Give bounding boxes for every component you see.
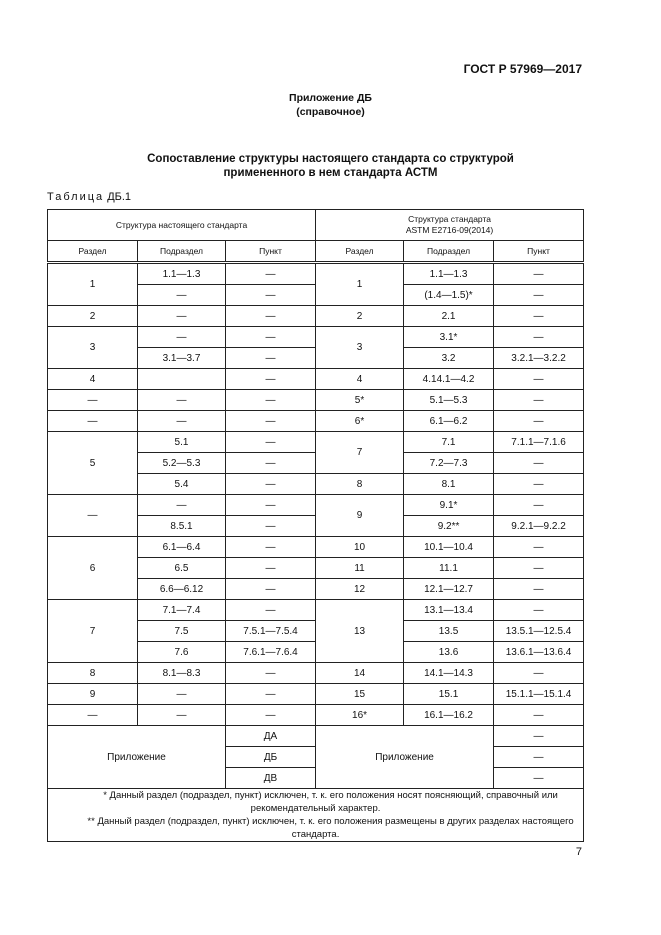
table-cell: 7.6.1—7.6.4 [226, 642, 316, 663]
table-row [48, 705, 584, 726]
table-cell: — [226, 348, 316, 369]
table-cell: — [494, 474, 584, 495]
table-cell: — [494, 663, 584, 684]
table-cell: 6.1—6.4 [138, 537, 226, 558]
table-cell: — [138, 411, 226, 432]
table-cell: 5.4 [138, 474, 226, 495]
appendix-annex: ДБ [226, 747, 316, 768]
table-cell: 10.1—10.4 [404, 537, 494, 558]
table-cell: — [226, 600, 316, 621]
table-cell: — [138, 705, 226, 726]
table-row [48, 663, 584, 684]
table-row [48, 495, 584, 516]
table-row [48, 263, 584, 285]
table-cell: — [226, 285, 316, 306]
footnotes-row [48, 789, 584, 842]
table-cell: 2 [316, 306, 404, 327]
table-cell: 8.1—8.3 [138, 663, 226, 684]
right-group-header-line-1: Структура стандарта [408, 214, 491, 224]
table-cell: — [494, 453, 584, 474]
annex-status: (справочное) [296, 106, 365, 118]
appendix-point: — [494, 726, 584, 747]
table-cell: — [494, 600, 584, 621]
table-cell: 9 [48, 684, 138, 705]
table-cell: 8 [316, 474, 404, 495]
table-cell: — [494, 285, 584, 306]
table-cell: 7 [48, 600, 138, 663]
table-cell: 2 [48, 306, 138, 327]
table-cell: 10 [316, 537, 404, 558]
table-cell: 16.1—16.2 [404, 705, 494, 726]
table-cell: 13.6.1—13.6.4 [494, 642, 584, 663]
table-cell: 11.1 [404, 558, 494, 579]
table-cell: — [494, 537, 584, 558]
table-cell: 7.6 [138, 642, 226, 663]
appendix-point: — [494, 768, 584, 789]
table-cell: 6 [48, 537, 138, 600]
table-cell: — [138, 327, 226, 348]
table-cell: 9 [316, 495, 404, 537]
table-cell: 5* [316, 390, 404, 411]
table-cell: — [48, 411, 138, 432]
table-cell: — [226, 453, 316, 474]
table-cell: 13.5.1—12.5.4 [494, 621, 584, 642]
table-cell: — [138, 306, 226, 327]
table-row [48, 327, 584, 348]
table-cell: — [226, 263, 316, 285]
table-cell: — [226, 516, 316, 537]
table-cell: 7.1—7.4 [138, 600, 226, 621]
table-cell: 1 [48, 263, 138, 306]
table-cell: — [494, 306, 584, 327]
table-cell: — [226, 684, 316, 705]
table-cell: 7.5 [138, 621, 226, 642]
table-cell: — [226, 390, 316, 411]
table-cell: — [226, 558, 316, 579]
table-cell: 6.1—6.2 [404, 411, 494, 432]
table-cell: 15.1.1—15.1.4 [494, 684, 584, 705]
table-label-word: Таблица [47, 191, 105, 203]
table-cell: — [494, 495, 584, 516]
table-cell: (1.4—1.5)* [404, 285, 494, 306]
table-row [48, 390, 584, 411]
table-cell: 15 [316, 684, 404, 705]
table-cell: 6.6—6.12 [138, 579, 226, 600]
table-cell: — [48, 390, 138, 411]
table-cell: — [48, 705, 138, 726]
table-cell: — [494, 390, 584, 411]
table-cell [138, 369, 226, 390]
footnote: * Данный раздел (подраздел, пункт) исключен, т. к. его положения носят поясняющий, справочный или рекомендательный характер. [103, 790, 558, 814]
table-cell: 1 [316, 263, 404, 306]
table-cell: 14.1—14.3 [404, 663, 494, 684]
table-cell: — [138, 495, 226, 516]
page-number: 7 [575, 846, 582, 858]
table-cell: — [226, 579, 316, 600]
appendix-annex: ДА [226, 726, 316, 747]
annex-heading [0, 152, 661, 180]
table-cell: — [138, 390, 226, 411]
table-cell: 5.1 [138, 432, 226, 453]
table-cell: 11 [316, 558, 404, 579]
table-number: ДБ.1 [107, 191, 132, 203]
table-row [48, 537, 584, 558]
table-cell: — [226, 411, 316, 432]
column-header: Раздел [48, 241, 138, 263]
table-row [48, 684, 584, 705]
table-cell: — [494, 705, 584, 726]
table-cell: — [226, 306, 316, 327]
table-cell: 16* [316, 705, 404, 726]
table-cell: — [226, 663, 316, 684]
table-row [48, 432, 584, 453]
appendix-right-label: Приложение [316, 726, 494, 789]
table-cell: 3.2.1—3.2.2 [494, 348, 584, 369]
comparison-table [47, 209, 584, 842]
table-cell: 3.2 [404, 348, 494, 369]
column-header: Раздел [316, 241, 404, 263]
table-label [47, 191, 131, 203]
table-cell: — [226, 537, 316, 558]
footnote: ** Данный раздел (подраздел, пункт) исключен, т. к. его положения размещены в других разделах настоящего стандарта. [87, 816, 574, 840]
standard-number: ГОСТ Р 57969—2017 [463, 62, 582, 76]
table-cell: 13.1—13.4 [404, 600, 494, 621]
table-cell: 8.1 [404, 474, 494, 495]
table-row [48, 411, 584, 432]
table-cell: 9.1* [404, 495, 494, 516]
table-cell: — [494, 263, 584, 285]
table-cell: 7.1 [404, 432, 494, 453]
table-cell: 13 [316, 600, 404, 663]
table-cell: — [494, 327, 584, 348]
left-group-header: Структура настоящего стандарта [48, 210, 316, 241]
table-cell: 14 [316, 663, 404, 684]
table-cell: 9.2.1—9.2.2 [494, 516, 584, 537]
appendix-point: — [494, 747, 584, 768]
column-header: Подраздел [404, 241, 494, 263]
column-header: Пункт [226, 241, 316, 263]
table-cell: 3 [316, 327, 404, 369]
table-cell: 3.1—3.7 [138, 348, 226, 369]
table-cell: — [494, 579, 584, 600]
table-cell: 8.5.1 [138, 516, 226, 537]
table-cell: 1.1—1.3 [404, 263, 494, 285]
right-group-header-line-2: ASTM E2716-09(2014) [405, 225, 494, 235]
table-cell: 5.1—5.3 [404, 390, 494, 411]
table-cell: — [226, 495, 316, 516]
table-cell: 1.1—1.3 [138, 263, 226, 285]
appendix-row [48, 726, 584, 747]
table-cell: — [494, 558, 584, 579]
annex-name: Приложение ДБ [289, 92, 372, 104]
table-cell: — [226, 474, 316, 495]
table-cell: 13.5 [404, 621, 494, 642]
table-cell: 3 [48, 327, 138, 369]
table-cell: 7.2—7.3 [404, 453, 494, 474]
table-cell: 4 [48, 369, 138, 390]
table-cell: — [138, 285, 226, 306]
table-column-header-row [48, 241, 584, 263]
table-row [48, 369, 584, 390]
table-cell: 8 [48, 663, 138, 684]
table-cell: 3.1* [404, 327, 494, 348]
table-cell: 13.6 [404, 642, 494, 663]
table-cell: 12 [316, 579, 404, 600]
table-cell: 2.1 [404, 306, 494, 327]
table-cell: 15.1 [404, 684, 494, 705]
table-cell: — [138, 684, 226, 705]
table-cell: 6* [316, 411, 404, 432]
annex-heading-line-1: Сопоставление структуры настоящего стандарта со структурой [147, 153, 514, 165]
right-group-header [316, 210, 584, 241]
table-cell: 9.2** [404, 516, 494, 537]
table-cell: 4.14.1—4.2 [404, 369, 494, 390]
table-cell: 7 [316, 432, 404, 474]
table-cell: — [494, 369, 584, 390]
table-cell: — [226, 432, 316, 453]
appendix-annex: ДВ [226, 768, 316, 789]
table-cell: 6.5 [138, 558, 226, 579]
table-cell: — [48, 495, 138, 537]
column-header: Подраздел [138, 241, 226, 263]
table-group-header-row [48, 210, 584, 241]
table-cell: 7.1.1—7.1.6 [494, 432, 584, 453]
table-cell: 4 [316, 369, 404, 390]
table-cell: — [494, 411, 584, 432]
table-cell: 5.2—5.3 [138, 453, 226, 474]
annex-title [0, 91, 661, 119]
table-row [48, 600, 584, 621]
column-header: Пункт [494, 241, 584, 263]
table-cell: — [226, 327, 316, 348]
table-row [48, 306, 584, 327]
annex-heading-line-2: примененного в нем стандарта АСТМ [223, 167, 438, 179]
appendix-left-label: Приложение [48, 726, 226, 789]
table-cell: — [226, 705, 316, 726]
table-cell: 5 [48, 432, 138, 495]
table-cell: 12.1—12.7 [404, 579, 494, 600]
table-cell: — [226, 369, 316, 390]
table-footnotes [48, 789, 584, 842]
table-cell: 7.5.1—7.5.4 [226, 621, 316, 642]
